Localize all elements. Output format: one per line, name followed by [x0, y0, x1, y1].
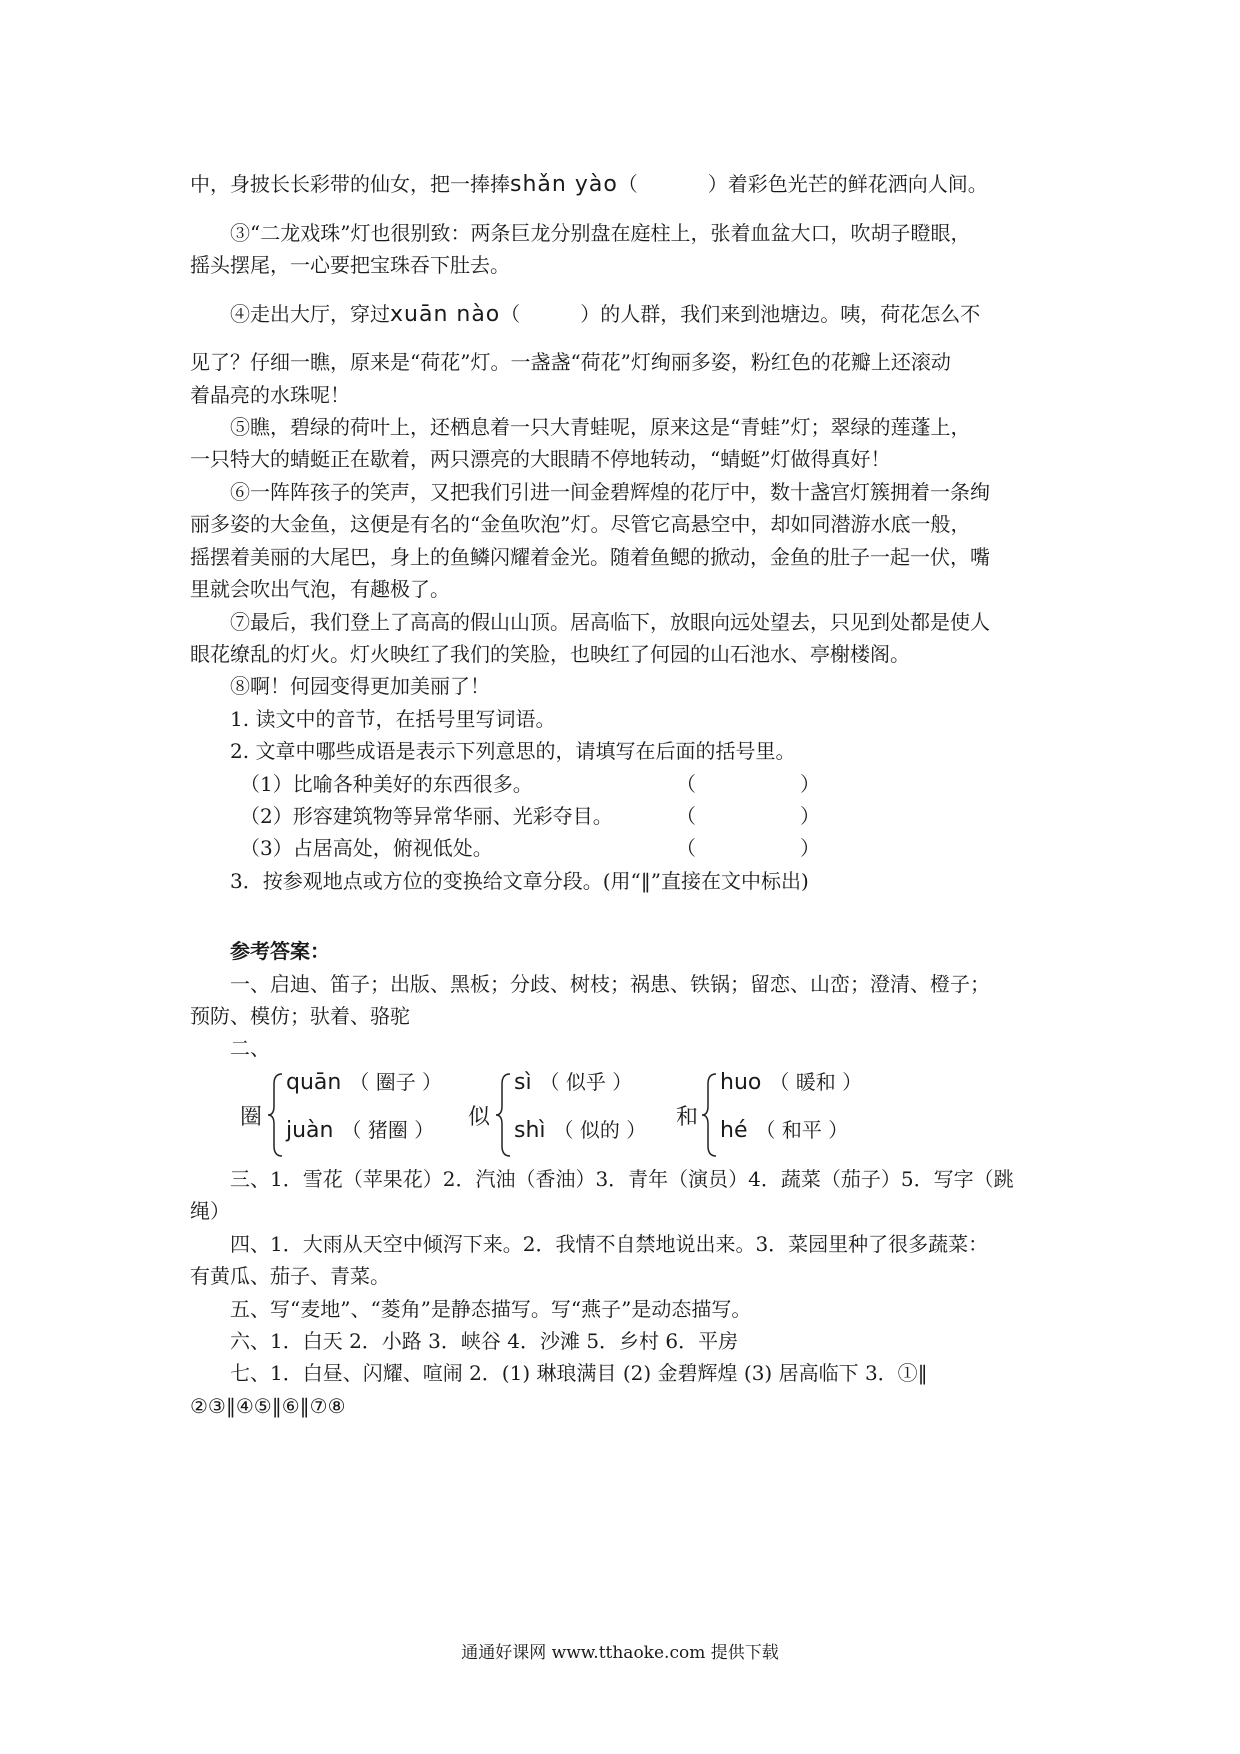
brace-icon [700, 1072, 718, 1158]
paragraph-5-line-1: ⑤瞧，碧绿的荷叶上，还栖息着一只大青蛙呢，原来这是“青蛙”灯；翠绿的莲蓬上， [230, 415, 971, 439]
pinyin: quān [286, 1070, 342, 1095]
poly-reading [514, 1066, 632, 1095]
blank-close: ） [707, 172, 728, 196]
question-2-item-3: （3）占居高处，俯视低处。 [240, 836, 493, 860]
paragraph-8: ⑧啊！何园变得更加美丽了！ [230, 674, 490, 698]
pinyin: sì [514, 1070, 532, 1095]
passage-text: 着彩色光芒的鲜花洒向人间。 [727, 172, 988, 196]
paragraph-6-line-2: 丽多姿的大金鱼，这便是有名的“金鱼吹泡”灯。尽管它高悬空中，却如同潜游水底一般， [190, 512, 971, 536]
answer-slot-close: ） [800, 804, 820, 828]
answer-3-line-1: 三、1．雪花（苹果花）2．汽油（香油）3．青年（演员）4．蔬菜（茄子）5．写字（跳 [230, 1167, 1014, 1191]
question-3: 3．按参观地点或方位的变换给文章分段。(用“‖”直接在文中标出) [230, 869, 809, 893]
poly-char-2: 似 [468, 1105, 491, 1130]
answer-4-line-1: 四、1．大雨从天空中倾泻下来。2．我情不自禁地说出来。3．菜园里种了很多蔬菜： [230, 1232, 989, 1256]
paragraph-7-line-1: ⑦最后，我们登上了高高的假山山顶。居高临下，放眼向远处望去，只见到处都是使人 [230, 610, 990, 634]
poly-reading [286, 1114, 434, 1143]
answer-1-line-2: 预防、模仿；驮着、骆驼 [190, 1004, 410, 1028]
paragraph-6-line-4: 里就会吹出气泡，有趣极了。 [190, 577, 450, 601]
answer-5: 五、写“麦地”、“菱角”是静态描写。写“燕子”是动态描写。 [230, 1297, 752, 1321]
pinyin-shanyao: shǎn yào [510, 172, 618, 197]
answer-3-line-2: 绳） [190, 1199, 230, 1223]
passage-text: 中，身披长长彩带的仙女，把一捧捧 [190, 172, 510, 196]
paragraph-4-line-1 [230, 298, 1060, 331]
answer-slot-close: ） [800, 836, 820, 860]
pinyin: juàn [286, 1118, 334, 1143]
answer-6: 六、1．白天 2．小路 3．峡谷 4．沙滩 5．乡村 6．平房 [230, 1329, 739, 1353]
pinyin: shì [514, 1118, 546, 1143]
word: （ 暖和 ） [769, 1070, 863, 1094]
blank-close: ） [580, 302, 601, 326]
answer-7-line-1: 七、1．白昼、闪耀、喧闹 2．(1) 琳琅满目 (2) 金碧辉煌 (3) 居高临下 3．①‖ [230, 1361, 928, 1385]
passage-text: 的人群，我们来到池塘边。咦，荷花怎么不 [600, 302, 981, 326]
paragraph-6-line-1: ⑥一阵阵孩子的笑声，又把我们引进一间金碧辉煌的花厅中，数十盏宫灯簇拥着一条绚 [230, 480, 990, 504]
answer-2-label: 二、 [230, 1036, 270, 1060]
brace-icon [266, 1072, 284, 1158]
answer-slot-open: （ [676, 772, 696, 796]
word: （ 圈子 ） [349, 1070, 443, 1094]
word: （ 猪圈 ） [341, 1118, 435, 1142]
poly-char-3: 和 [676, 1105, 699, 1130]
question-1: 1. 读文中的音节，在括号里写词语。 [230, 707, 556, 731]
passage-line-1 [190, 168, 1060, 201]
passage-text: ④走出大厅，穿过 [230, 302, 390, 326]
answer-4-line-2: 有黄瓜、茄子、青菜。 [190, 1264, 390, 1288]
blank-open: （ [617, 172, 638, 196]
brace-icon [494, 1072, 512, 1158]
poly-reading [720, 1114, 848, 1143]
pinyin: hé [720, 1118, 748, 1143]
paragraph-4-line-2: 见了？仔细一瞧，原来是“荷花”灯。一盏盏“荷花”灯绚丽多姿，粉红色的花瓣上还滚动 [190, 350, 951, 374]
pinyin: huo [720, 1070, 762, 1095]
paragraph-3-line-2: 摇头摆尾，一心要把宝珠吞下肚去。 [190, 253, 510, 277]
paragraph-5-line-2: 一只特大的蜻蜓正在歇着，两只漂亮的大眼睛不停地转动，“蜻蜓”灯做得真好！ [190, 447, 891, 471]
footer-source: 通通好课网 www.tthaoke.com 提供下载 [461, 1643, 779, 1663]
question-2: 2. 文章中哪些成语是表示下列意思的，请填写在后面的括号里。 [230, 739, 796, 763]
answer-slot-close: ） [800, 772, 820, 796]
word: （ 似的 ） [553, 1118, 647, 1142]
poly-char-1: 圈 [240, 1105, 263, 1130]
answers-title: 参考答案： [230, 939, 330, 963]
answer-slot-open: （ [676, 804, 696, 828]
question-2-item-2: （2）形容建筑物等异常华丽、光彩夺目。 [240, 804, 613, 828]
blank-open: （ [500, 302, 521, 326]
paragraph-3-line-1: ③“二龙戏珠”灯也很别致：两条巨龙分别盘在庭柱上，张着血盆大口，吹胡子瞪眼， [230, 221, 971, 245]
paragraph-4-line-3: 着晶亮的水珠呢！ [190, 383, 350, 407]
poly-reading [514, 1114, 646, 1143]
answer-slot-open: （ [676, 836, 696, 860]
answer-7-line-2: ②③‖④⑤‖⑥‖⑦⑧ [190, 1394, 346, 1418]
word: （ 和平 ） [755, 1118, 849, 1142]
answer-1-line-1: 一、启迪、笛子；出版、黑板；分歧、树枝；祸患、铁锅；留恋、山峦；澄清、橙子； [230, 972, 990, 996]
question-2-item-1: （1）比喻各种美好的东西很多。 [240, 772, 533, 796]
paragraph-7-line-2: 眼花缭乱的灯火。灯火映红了我们的笑脸，也映红了何园的山石池水、亭榭楼阁。 [190, 642, 910, 666]
paragraph-6-line-3: 摇摆着美丽的大尾巴，身上的鱼鳞闪耀着金光。随着鱼鳃的掀动，金鱼的肚子一起一伏，嘴 [190, 545, 990, 569]
word: （ 似乎 ） [539, 1070, 633, 1094]
pinyin-xuannao: xuān nào [390, 302, 501, 327]
poly-reading [286, 1066, 442, 1095]
poly-reading [720, 1066, 862, 1095]
